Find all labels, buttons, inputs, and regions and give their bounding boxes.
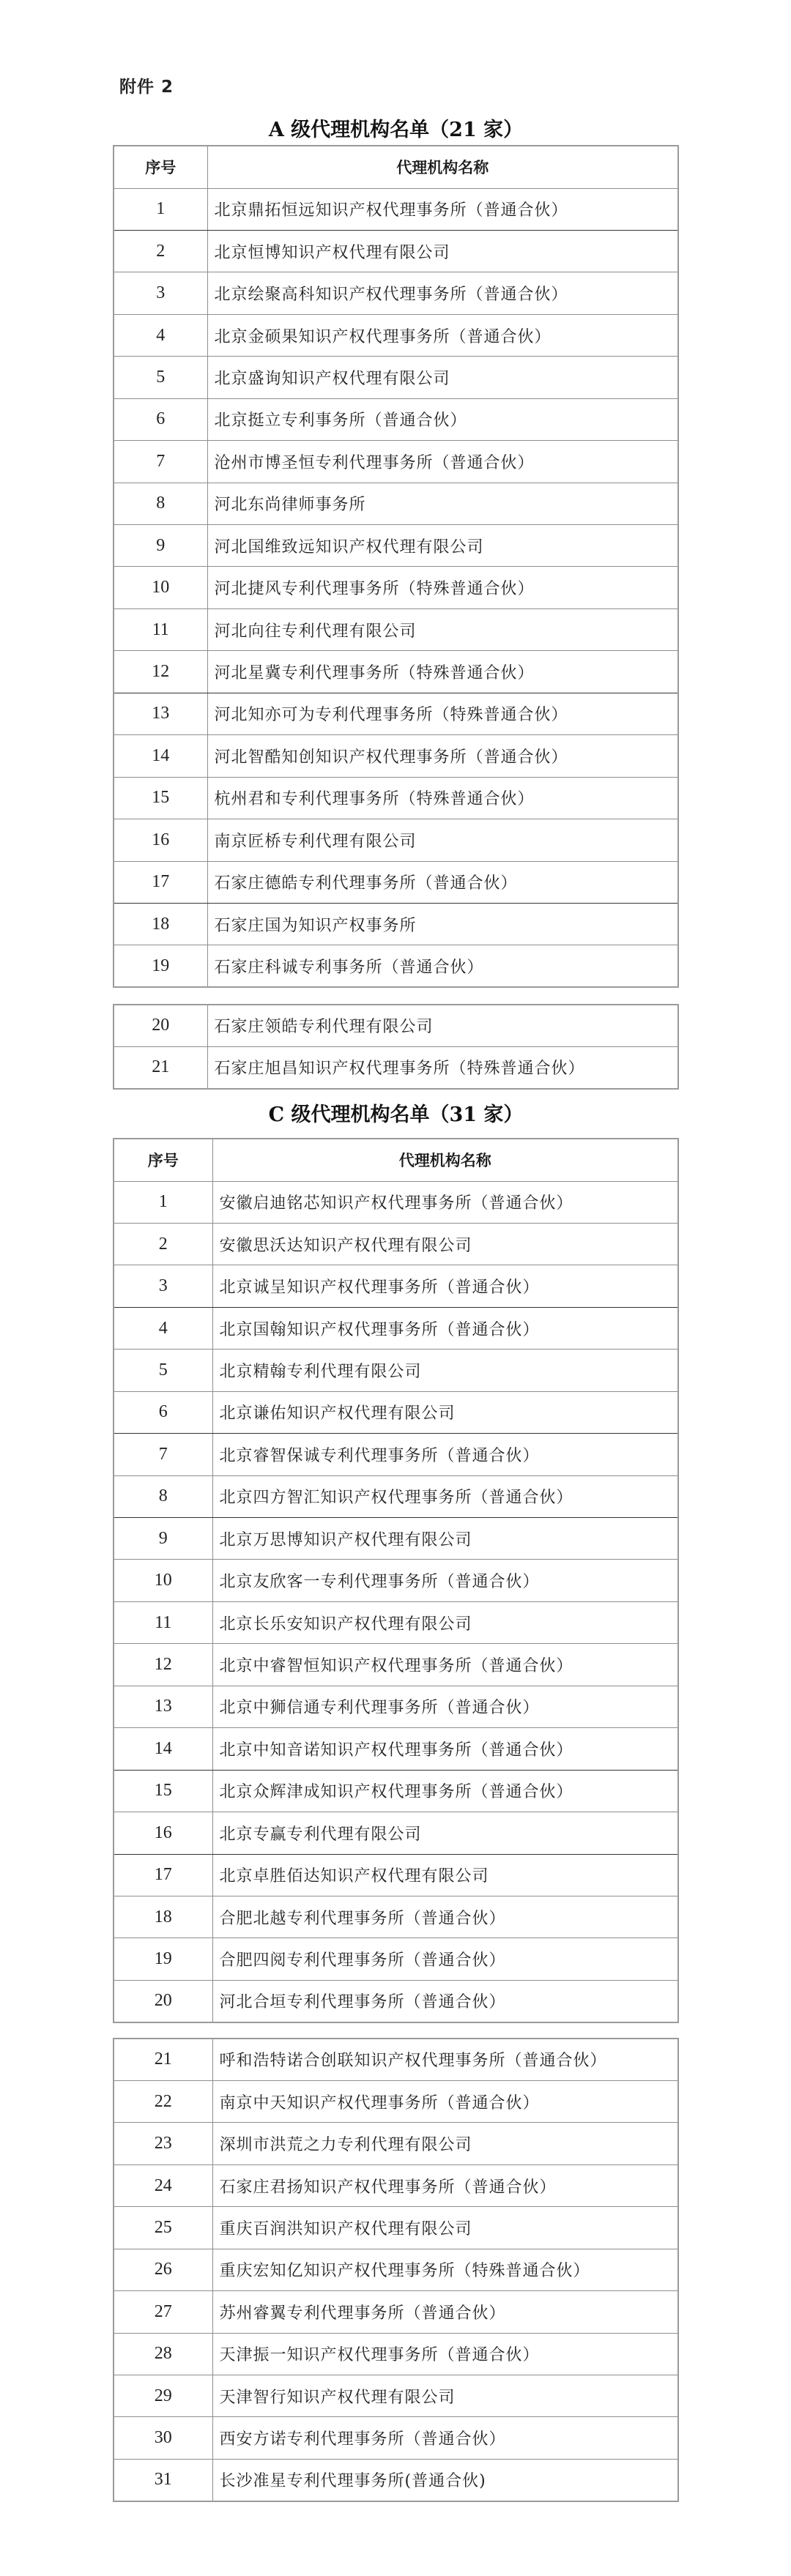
agency-name: 河北捷风专利代理事务所（特殊普通合伙）: [207, 567, 678, 608]
row-number: 24: [114, 2164, 212, 2206]
table-row: [114, 567, 678, 608]
agency-name: 长沙准星专利代理事务所(普通合伙): [212, 2459, 678, 2501]
grade-a-table-continued: [113, 1004, 679, 1090]
row-number: 11: [114, 608, 207, 650]
row-number: 12: [114, 651, 207, 693]
agency-name: 南京匠桥专利代理有限公司: [207, 819, 678, 861]
agency-name: 深圳市洪荒之力专利代理有限公司: [212, 2123, 678, 2164]
table-row: [114, 1601, 678, 1643]
agency-name: 北京众辉津成知识产权代理事务所（普通合伙）: [212, 1770, 678, 1812]
table-row: [114, 2249, 678, 2290]
agency-name: 苏州睿翼专利代理事务所（普通合伙）: [212, 2291, 678, 2333]
agency-name: 北京谦佑知识产权代理有限公司: [212, 1391, 678, 1433]
row-number: 3: [114, 1265, 212, 1307]
row-number: 18: [114, 903, 207, 945]
row-number: 21: [114, 2039, 212, 2080]
column-header-number: 序号: [114, 1139, 212, 1181]
agency-name: 石家庄旭昌知识产权代理事务所（特殊普通合伙）: [207, 1046, 678, 1088]
grade-c-table-continued: [113, 2038, 679, 2502]
agency-name: 北京万思博知识产权代理有限公司: [212, 1518, 678, 1560]
agency-name: 北京绘聚高科知识产权代理事务所（普通合伙）: [207, 272, 678, 314]
row-number: 20: [114, 1980, 212, 2022]
row-number: 2: [114, 230, 207, 272]
table-row: [114, 2039, 678, 2080]
agency-name: 石家庄领皓专利代理有限公司: [207, 1005, 678, 1046]
table-row: [114, 525, 678, 567]
column-header-name: 代理机构名称: [212, 1139, 678, 1181]
table-row: [114, 1686, 678, 1727]
table-row: [114, 1770, 678, 1812]
row-number: 1: [114, 1181, 212, 1223]
table-row: [114, 188, 678, 230]
table-row: [114, 398, 678, 440]
agency-name: 北京挺立专利事务所（普通合伙）: [207, 398, 678, 440]
agency-name: 石家庄国为知识产权事务所: [207, 903, 678, 945]
row-number: 23: [114, 2123, 212, 2164]
agency-name: 重庆宏知亿知识产权代理事务所（特殊普通合伙）: [212, 2249, 678, 2290]
table-row: [114, 1181, 678, 1223]
row-number: 17: [114, 1854, 212, 1896]
table-row: [114, 945, 678, 987]
row-number: 6: [114, 398, 207, 440]
agency-name: 北京恒博知识产权代理有限公司: [207, 230, 678, 272]
agency-name: 呼和浩特诺合创联知识产权代理事务所（普通合伙）: [212, 2039, 678, 2080]
row-number: 12: [114, 1644, 212, 1686]
row-number: 11: [114, 1601, 212, 1643]
table-row: [114, 2080, 678, 2122]
table-row: [114, 1644, 678, 1686]
table-row: [114, 1518, 678, 1560]
agency-name: 天津智行知识产权代理有限公司: [212, 2375, 678, 2417]
grade-a-body-part2: [114, 1005, 678, 1089]
grade-a-body-part1: [114, 188, 678, 987]
row-number: 8: [114, 1475, 212, 1517]
agency-name: 重庆百润洪知识产权代理有限公司: [212, 2207, 678, 2249]
agency-name: 河北东尚律师事务所: [207, 483, 678, 524]
agency-name: 河北国维致远知识产权代理有限公司: [207, 525, 678, 567]
agency-name: 北京中睿智恒知识产权代理事务所（普通合伙）: [212, 1644, 678, 1686]
agency-name: 北京鼎拓恒远知识产权代理事务所（普通合伙）: [207, 188, 678, 230]
table-row: [114, 777, 678, 819]
agency-name: 北京诚呈知识产权代理事务所（普通合伙）: [212, 1265, 678, 1307]
table-row: [114, 2375, 678, 2417]
table-row: [114, 441, 678, 483]
table-row: [114, 2207, 678, 2249]
table-header-row: [114, 146, 678, 188]
row-number: 31: [114, 2459, 212, 2501]
agency-name: 南京中天知识产权代理事务所（普通合伙）: [212, 2080, 678, 2122]
row-number: 10: [114, 1560, 212, 1601]
row-number: 1: [114, 188, 207, 230]
agency-name: 北京专赢专利代理有限公司: [212, 1812, 678, 1854]
row-number: 4: [114, 314, 207, 356]
row-number: 10: [114, 567, 207, 608]
table-row: [114, 861, 678, 903]
table-row: [114, 608, 678, 650]
row-number: 16: [114, 819, 207, 861]
row-number: 20: [114, 1005, 207, 1046]
agency-name: 合肥北越专利代理事务所（普通合伙）: [212, 1896, 678, 1937]
agency-name: 河北星冀专利代理事务所（特殊普通合伙）: [207, 651, 678, 693]
table-row: [114, 1307, 678, 1349]
table-row: [114, 314, 678, 356]
row-number: 7: [114, 441, 207, 483]
row-number: 21: [114, 1046, 207, 1088]
row-number: 6: [114, 1391, 212, 1433]
agency-name: 北京中狮信通专利代理事务所（普通合伙）: [212, 1686, 678, 1727]
table-row: [114, 735, 678, 777]
row-number: 4: [114, 1307, 212, 1349]
table-row: [114, 357, 678, 398]
grade-c-body-part1: [114, 1181, 678, 2022]
table-row: [114, 483, 678, 524]
grade-c-body-part2: [114, 2039, 678, 2501]
grade-c-table: [113, 1138, 679, 2023]
table-row: [114, 230, 678, 272]
table-row: [114, 2291, 678, 2333]
table-row: [114, 1005, 678, 1046]
row-number: 18: [114, 1896, 212, 1937]
grade-a-table: [113, 145, 679, 988]
row-number: 13: [114, 693, 207, 734]
agency-name: 北京盛询知识产权代理有限公司: [207, 357, 678, 398]
agency-name: 沧州市博圣恒专利代理事务所（普通合伙）: [207, 441, 678, 483]
row-number: 28: [114, 2333, 212, 2375]
row-number: 5: [114, 357, 207, 398]
agency-name: 安徽思沃达知识产权代理有限公司: [212, 1223, 678, 1265]
agency-name: 北京四方智汇知识产权代理事务所（普通合伙）: [212, 1475, 678, 1517]
table-row: [114, 819, 678, 861]
row-number: 26: [114, 2249, 212, 2290]
row-number: 15: [114, 777, 207, 819]
agency-name: 河北智酷知创知识产权代理事务所（普通合伙）: [207, 735, 678, 777]
table-header-row: [114, 1139, 678, 1181]
row-number: 17: [114, 861, 207, 903]
row-number: 2: [114, 1223, 212, 1265]
agency-name: 天津振一知识产权代理事务所（普通合伙）: [212, 2333, 678, 2375]
agency-name: 北京卓胜佰达知识产权代理有限公司: [212, 1854, 678, 1896]
agency-name: 河北合垣专利代理事务所（普通合伙）: [212, 1980, 678, 2022]
agency-name: 石家庄科诚专利事务所（普通合伙）: [207, 945, 678, 987]
row-number: 29: [114, 2375, 212, 2417]
agency-name: 北京友欣客一专利代理事务所（普通合伙）: [212, 1560, 678, 1601]
table-row: [114, 1980, 678, 2022]
agency-name: 北京长乐安知识产权代理有限公司: [212, 1601, 678, 1643]
table-row: [114, 651, 678, 693]
row-number: 15: [114, 1770, 212, 1812]
table-row: [114, 2333, 678, 2375]
table-row: [114, 1046, 678, 1088]
agency-name: 北京精翰专利代理有限公司: [212, 1350, 678, 1391]
row-number: 25: [114, 2207, 212, 2249]
table-row: [114, 903, 678, 945]
row-number: 14: [114, 735, 207, 777]
table-row: [114, 1560, 678, 1601]
row-number: 22: [114, 2080, 212, 2122]
agency-name: 河北向往专利代理有限公司: [207, 608, 678, 650]
table-row: [114, 2459, 678, 2501]
column-header-name: 代理机构名称: [207, 146, 678, 188]
table-row: [114, 1938, 678, 1980]
row-number: 14: [114, 1728, 212, 1770]
table-row: [114, 1896, 678, 1937]
table-row: [114, 1391, 678, 1433]
row-number: 13: [114, 1686, 212, 1727]
agency-name: 北京国翰知识产权代理事务所（普通合伙）: [212, 1307, 678, 1349]
row-number: 9: [114, 1518, 212, 1560]
grade-a-title: A 级代理机构名单（21 家）: [268, 119, 524, 141]
row-number: 7: [114, 1434, 212, 1475]
table-row: [114, 693, 678, 734]
row-number: 19: [114, 1938, 212, 1980]
table-row: [114, 2417, 678, 2459]
row-number: 9: [114, 525, 207, 567]
agency-name: 合肥四阅专利代理事务所（普通合伙）: [212, 1938, 678, 1980]
agency-name: 石家庄德皓专利代理事务所（普通合伙）: [207, 861, 678, 903]
grade-c-title: C 级代理机构名单（31 家）: [268, 1103, 524, 1126]
agency-name: 北京睿智保诚专利代理事务所（普通合伙）: [212, 1434, 678, 1475]
row-number: 5: [114, 1350, 212, 1391]
agency-name: 石家庄君扬知识产权代理事务所（普通合伙）: [212, 2164, 678, 2206]
table-row: [114, 1854, 678, 1896]
attachment-label: 附件 2: [119, 78, 174, 97]
table-row: [114, 1728, 678, 1770]
agency-name: 杭州君和专利代理事务所（特殊普通合伙）: [207, 777, 678, 819]
row-number: 3: [114, 272, 207, 314]
table-row: [114, 1812, 678, 1854]
agency-name: 北京金硕果知识产权代理事务所（普通合伙）: [207, 314, 678, 356]
table-row: [114, 1350, 678, 1391]
table-row: [114, 1223, 678, 1265]
table-row: [114, 1434, 678, 1475]
table-row: [114, 1475, 678, 1517]
agency-name: 北京中知音诺知识产权代理事务所（普通合伙）: [212, 1728, 678, 1770]
row-number: 19: [114, 945, 207, 987]
table-row: [114, 2123, 678, 2164]
agency-name: 安徽启迪铭芯知识产权代理事务所（普通合伙）: [212, 1181, 678, 1223]
row-number: 27: [114, 2291, 212, 2333]
table-row: [114, 1265, 678, 1307]
table-row: [114, 272, 678, 314]
row-number: 16: [114, 1812, 212, 1854]
table-row: [114, 2164, 678, 2206]
agency-name: 河北知亦可为专利代理事务所（特殊普通合伙）: [207, 693, 678, 734]
row-number: 8: [114, 483, 207, 524]
column-header-number: 序号: [114, 146, 207, 188]
row-number: 30: [114, 2417, 212, 2459]
agency-name: 西安方诺专利代理事务所（普通合伙）: [212, 2417, 678, 2459]
